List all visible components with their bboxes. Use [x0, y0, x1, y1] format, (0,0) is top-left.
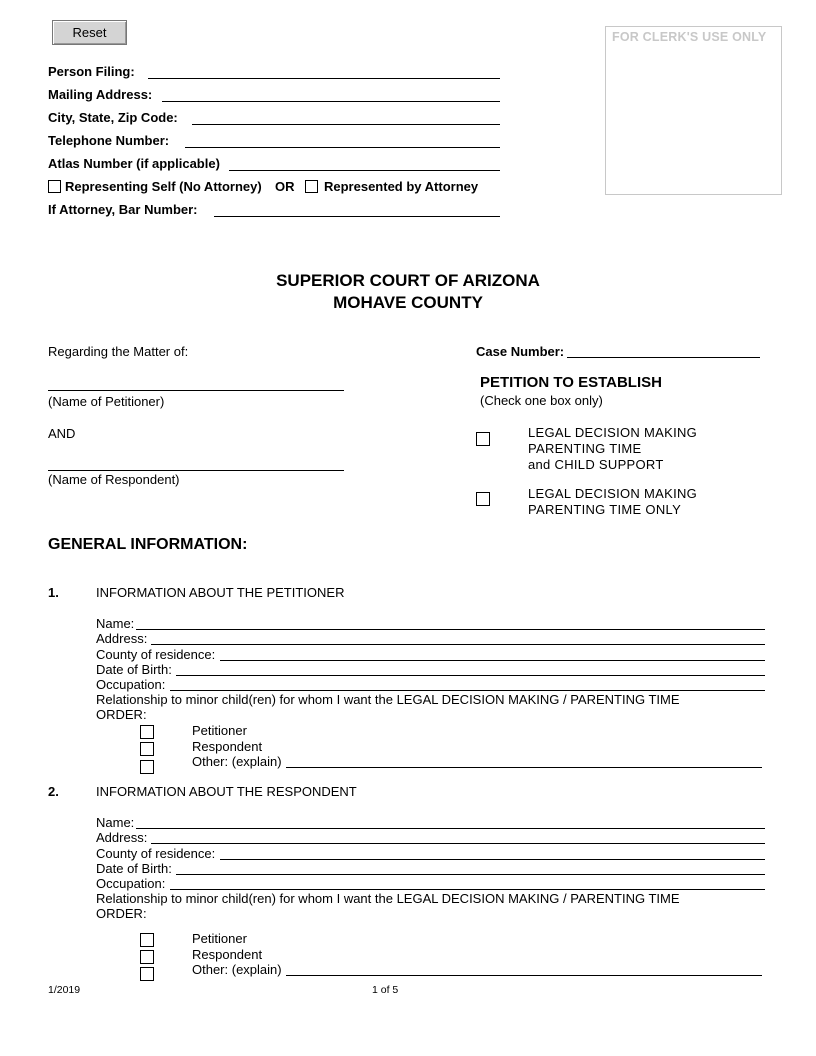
- representing-self-checkbox[interactable]: [48, 180, 61, 193]
- petitioner-rel-other-checkbox[interactable]: [140, 760, 154, 774]
- reset-button[interactable]: Reset: [52, 20, 127, 45]
- option-ldm-pt-cs-label: LEGAL DECISION MAKING PARENTING TIME and CHILD SUPPORT: [528, 425, 698, 472]
- respondent-name-caption: (Name of Respondent): [48, 472, 180, 487]
- respondent-rel-other-label: Other: (explain): [192, 962, 282, 977]
- respondent-rel-other-input[interactable]: [286, 975, 762, 976]
- respondent-rel-petitioner-label: Petitioner: [192, 931, 247, 946]
- respondent-occupation-label: Occupation:: [96, 876, 166, 891]
- respondent-dob-input[interactable]: [176, 874, 765, 875]
- person-filing-label: Person Filing:: [48, 64, 135, 79]
- clerk-use-label: FOR CLERK'S USE ONLY: [612, 30, 767, 44]
- petitioner-rel-petitioner-label: Petitioner: [192, 723, 247, 738]
- petitioner-name-field[interactable]: [48, 390, 344, 391]
- represented-attorney-checkbox[interactable]: [305, 180, 318, 193]
- city-state-zip-label: City, State, Zip Code:: [48, 110, 178, 125]
- petitioner-county-input[interactable]: [220, 660, 765, 661]
- section-2-number: 2.: [48, 784, 59, 799]
- petitioner-rel-other-input[interactable]: [286, 767, 762, 768]
- or-label: OR: [275, 179, 295, 194]
- clerk-use-box: [605, 26, 782, 195]
- section-1-heading: INFORMATION ABOUT THE PETITIONER: [96, 585, 345, 600]
- section-2-heading: INFORMATION ABOUT THE RESPONDENT: [96, 784, 357, 799]
- respondent-name-input[interactable]: [136, 828, 765, 829]
- petitioner-name-label: Name:: [96, 616, 135, 631]
- petitioner-occupation-label: Occupation:: [96, 677, 166, 692]
- telephone-field[interactable]: [185, 147, 500, 148]
- petitioner-rel-respondent-label: Respondent: [192, 739, 263, 754]
- representing-self-label: Representing Self (No Attorney): [65, 179, 262, 194]
- atlas-number-field[interactable]: [229, 170, 500, 171]
- petitioner-rel-respondent-checkbox[interactable]: [140, 742, 154, 756]
- respondent-rel-respondent-checkbox[interactable]: [140, 950, 154, 964]
- petitioner-relationship-order: ORDER:: [96, 707, 147, 722]
- option-ldm-pt-only-checkbox[interactable]: [476, 492, 490, 506]
- petition-title: PETITION TO ESTABLISH: [480, 374, 662, 391]
- check-one-instruction: (Check one box only): [480, 393, 603, 408]
- petitioner-dob-input[interactable]: [176, 675, 765, 676]
- regarding-matter-label: Regarding the Matter of:: [48, 344, 189, 359]
- respondent-rel-petitioner-checkbox[interactable]: [140, 933, 154, 947]
- petitioner-address-input[interactable]: [151, 644, 765, 645]
- option-ldm-pt-cs-checkbox[interactable]: [476, 432, 490, 446]
- mailing-address-field[interactable]: [162, 101, 500, 102]
- respondent-rel-respondent-label: Respondent: [192, 947, 263, 962]
- respondent-name-label: Name:: [96, 815, 135, 830]
- petitioner-name-caption: (Name of Petitioner): [48, 394, 165, 409]
- respondent-address-label: Address:: [96, 830, 148, 845]
- petitioner-occupation-input[interactable]: [170, 690, 765, 691]
- general-info-heading: GENERAL INFORMATION:: [48, 536, 248, 553]
- bar-number-field[interactable]: [214, 216, 500, 217]
- mailing-address-label: Mailing Address:: [48, 87, 153, 102]
- petitioner-name-input[interactable]: [136, 629, 765, 630]
- respondent-county-input[interactable]: [220, 859, 765, 860]
- atlas-number-label: Atlas Number (if applicable): [48, 156, 220, 171]
- respondent-dob-label: Date of Birth:: [96, 861, 172, 876]
- case-number-field[interactable]: [567, 357, 760, 358]
- petitioner-relationship-text: Relationship to minor child(ren) for whom I want the LEGAL DECISION MAKING / PARENTING TIME: [96, 692, 680, 707]
- respondent-name-field[interactable]: [48, 470, 344, 471]
- bar-number-label: If Attorney, Bar Number:: [48, 202, 198, 217]
- telephone-label: Telephone Number:: [48, 133, 170, 148]
- represented-attorney-label: Represented by Attorney: [324, 179, 479, 194]
- petitioner-county-label: County of residence:: [96, 647, 216, 662]
- option-ldm-pt-only-label: LEGAL DECISION MAKING PARENTING TIME ONLY: [528, 486, 698, 517]
- petitioner-rel-petitioner-checkbox[interactable]: [140, 725, 154, 739]
- case-number-label: Case Number:: [476, 344, 565, 359]
- respondent-occupation-input[interactable]: [170, 889, 765, 890]
- city-state-zip-field[interactable]: [192, 124, 500, 125]
- section-1-number: 1.: [48, 585, 59, 600]
- respondent-relationship-text: Relationship to minor child(ren) for whom I want the LEGAL DECISION MAKING / PARENTING TIME: [96, 891, 680, 906]
- petitioner-rel-other-label: Other: (explain): [192, 754, 282, 769]
- petitioner-dob-label: Date of Birth:: [96, 662, 172, 677]
- respondent-rel-other-checkbox[interactable]: [140, 967, 154, 981]
- respondent-address-input[interactable]: [151, 843, 765, 844]
- county-title: MOHAVE COUNTY: [333, 293, 483, 312]
- footer-date: 1/2019: [48, 984, 81, 996]
- page-number: 1 of 5: [372, 984, 399, 996]
- respondent-relationship-order: ORDER:: [96, 906, 147, 921]
- and-label: AND: [48, 426, 76, 441]
- person-filing-field[interactable]: [148, 78, 500, 79]
- petitioner-address-label: Address:: [96, 631, 148, 646]
- respondent-county-label: County of residence:: [96, 846, 216, 861]
- court-title: SUPERIOR COURT OF ARIZONA: [276, 271, 540, 290]
